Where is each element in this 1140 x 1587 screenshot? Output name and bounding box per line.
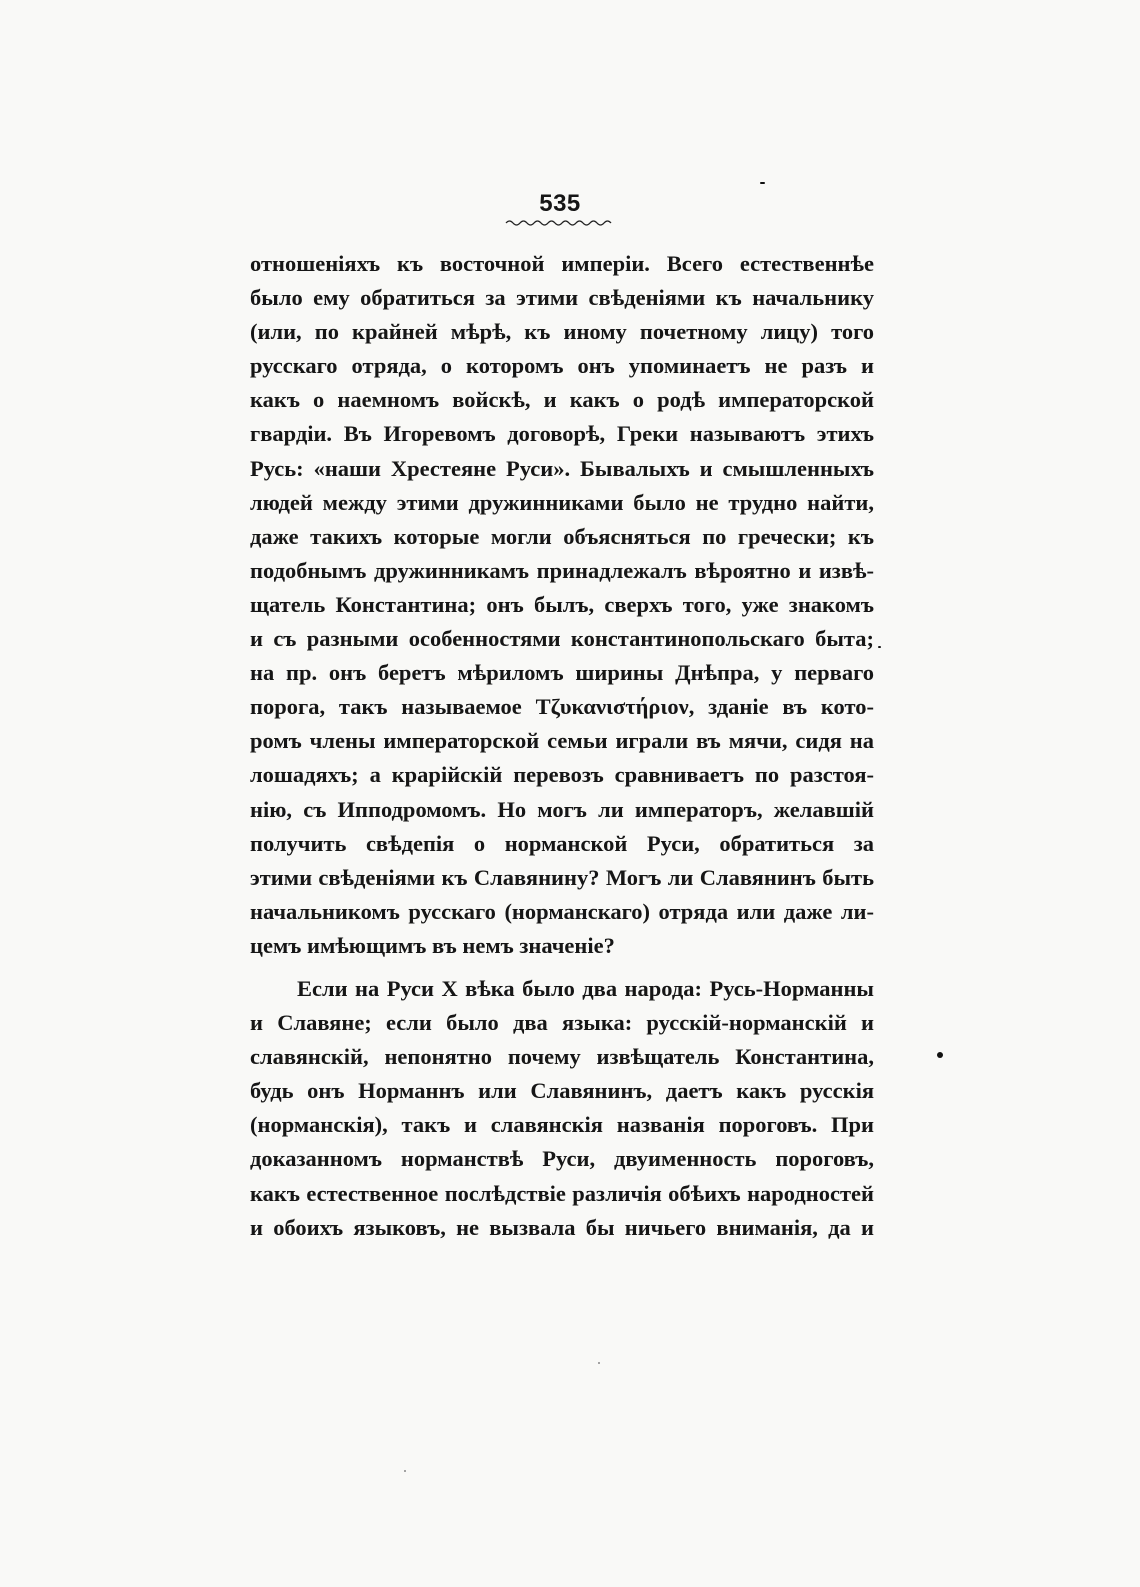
text-line: гвардіи. Въ Игоревомъ договорѣ, Греки называютъ этихъ [250,421,874,447]
page-number: 535 [539,190,581,217]
text-line: и съ разными особенностями константинопольскаго быта; [250,626,874,652]
text-line: порога, такъ называемое Τζυκανιστήριον, зданіе въ кото- [250,694,874,720]
text-line: будь онъ Норманнъ или Славянинъ, даетъ какъ русскія [250,1078,874,1104]
text-line: доказанномъ норманствѣ Руси, двуименность пороговъ, [250,1146,874,1172]
text-line: ромъ члены императорской семьи играли въ мячи, сидя на [250,728,874,754]
text-line: русскаго отряда, о которомъ онъ упоминаетъ не разъ и [250,353,874,379]
text-line: и обоихъ языковъ, не вызвала бы ничьего вниманія, да и [250,1214,874,1240]
text-line: лошадяхъ; а крарійскій перевозъ сравниваетъ по разстоя- [250,762,874,788]
paragraph-2 [250,972,874,1245]
scan-speck [404,1470,406,1472]
text-line: даже такихъ которые могли объясняться по гречески; къ [250,523,874,549]
text-line: (или, по крайней мѣрѣ, къ иному почетному лицу) того [250,319,874,345]
text-line: отношеніяхъ къ восточной имперіи. Всего естественнѣе [250,251,874,276]
text-line: и Славяне; если было два языка: русскій-норманскій и [250,1010,874,1036]
body-text [250,247,874,1245]
page-header [490,190,630,230]
text-line: какъ о наемномъ войскѣ, и какъ о родѣ императорской [250,387,874,413]
text-line: получить свѣдепія о норманской Руси, обратиться за [250,830,874,856]
text-line: начальникомъ русскаго (норманскаго) отряда или даже ли- [250,898,874,924]
text-line: Русь: «наши Хрестеяне Руси». Бывалыхъ и смышленныхъ [250,455,874,481]
text-line: этими свѣденіями къ Славянину? Могъ ли Славянинъ быть [250,864,874,890]
text-line: людей между этими дружинниками было не трудно найти, [250,489,874,515]
wavy-rule-ornament [504,218,616,230]
text-line: цемъ имѣющимъ въ немъ значеніе? [250,932,615,958]
text-line: было ему обратиться за этими свѣденіями къ начальнику [250,285,874,311]
scan-speck [598,1362,600,1364]
paragraph-1 [250,247,874,963]
scan-speck [937,1052,943,1058]
text-line: (норманскія), такъ и славянскія названія пороговъ. При [250,1112,874,1138]
scan-speck [760,182,765,184]
text-line: славянскій, непонятно почему извѣщатель Константина, [250,1044,874,1070]
text-line: щатель Константина; онъ былъ, сверхъ того, уже знакомъ [250,591,874,617]
text-line: Если на Руси X вѣка было два народа: Русь-Норманны [297,975,874,1001]
paragraph-gap [250,963,874,972]
text-line: подобнымъ дружинникамъ принадлежалъ вѣроятно и извѣ- [250,557,874,583]
text-line: нію, съ Ипподромомъ. Но могъ ли императоръ, желавшій [250,796,874,822]
text-line: какъ естественное послѣдствіе различія обѣихъ народностей [250,1180,874,1206]
text-line: на пр. онъ беретъ мѣриломъ ширины Днѣпра, у перваго [250,660,874,686]
scan-speck [878,646,881,648]
